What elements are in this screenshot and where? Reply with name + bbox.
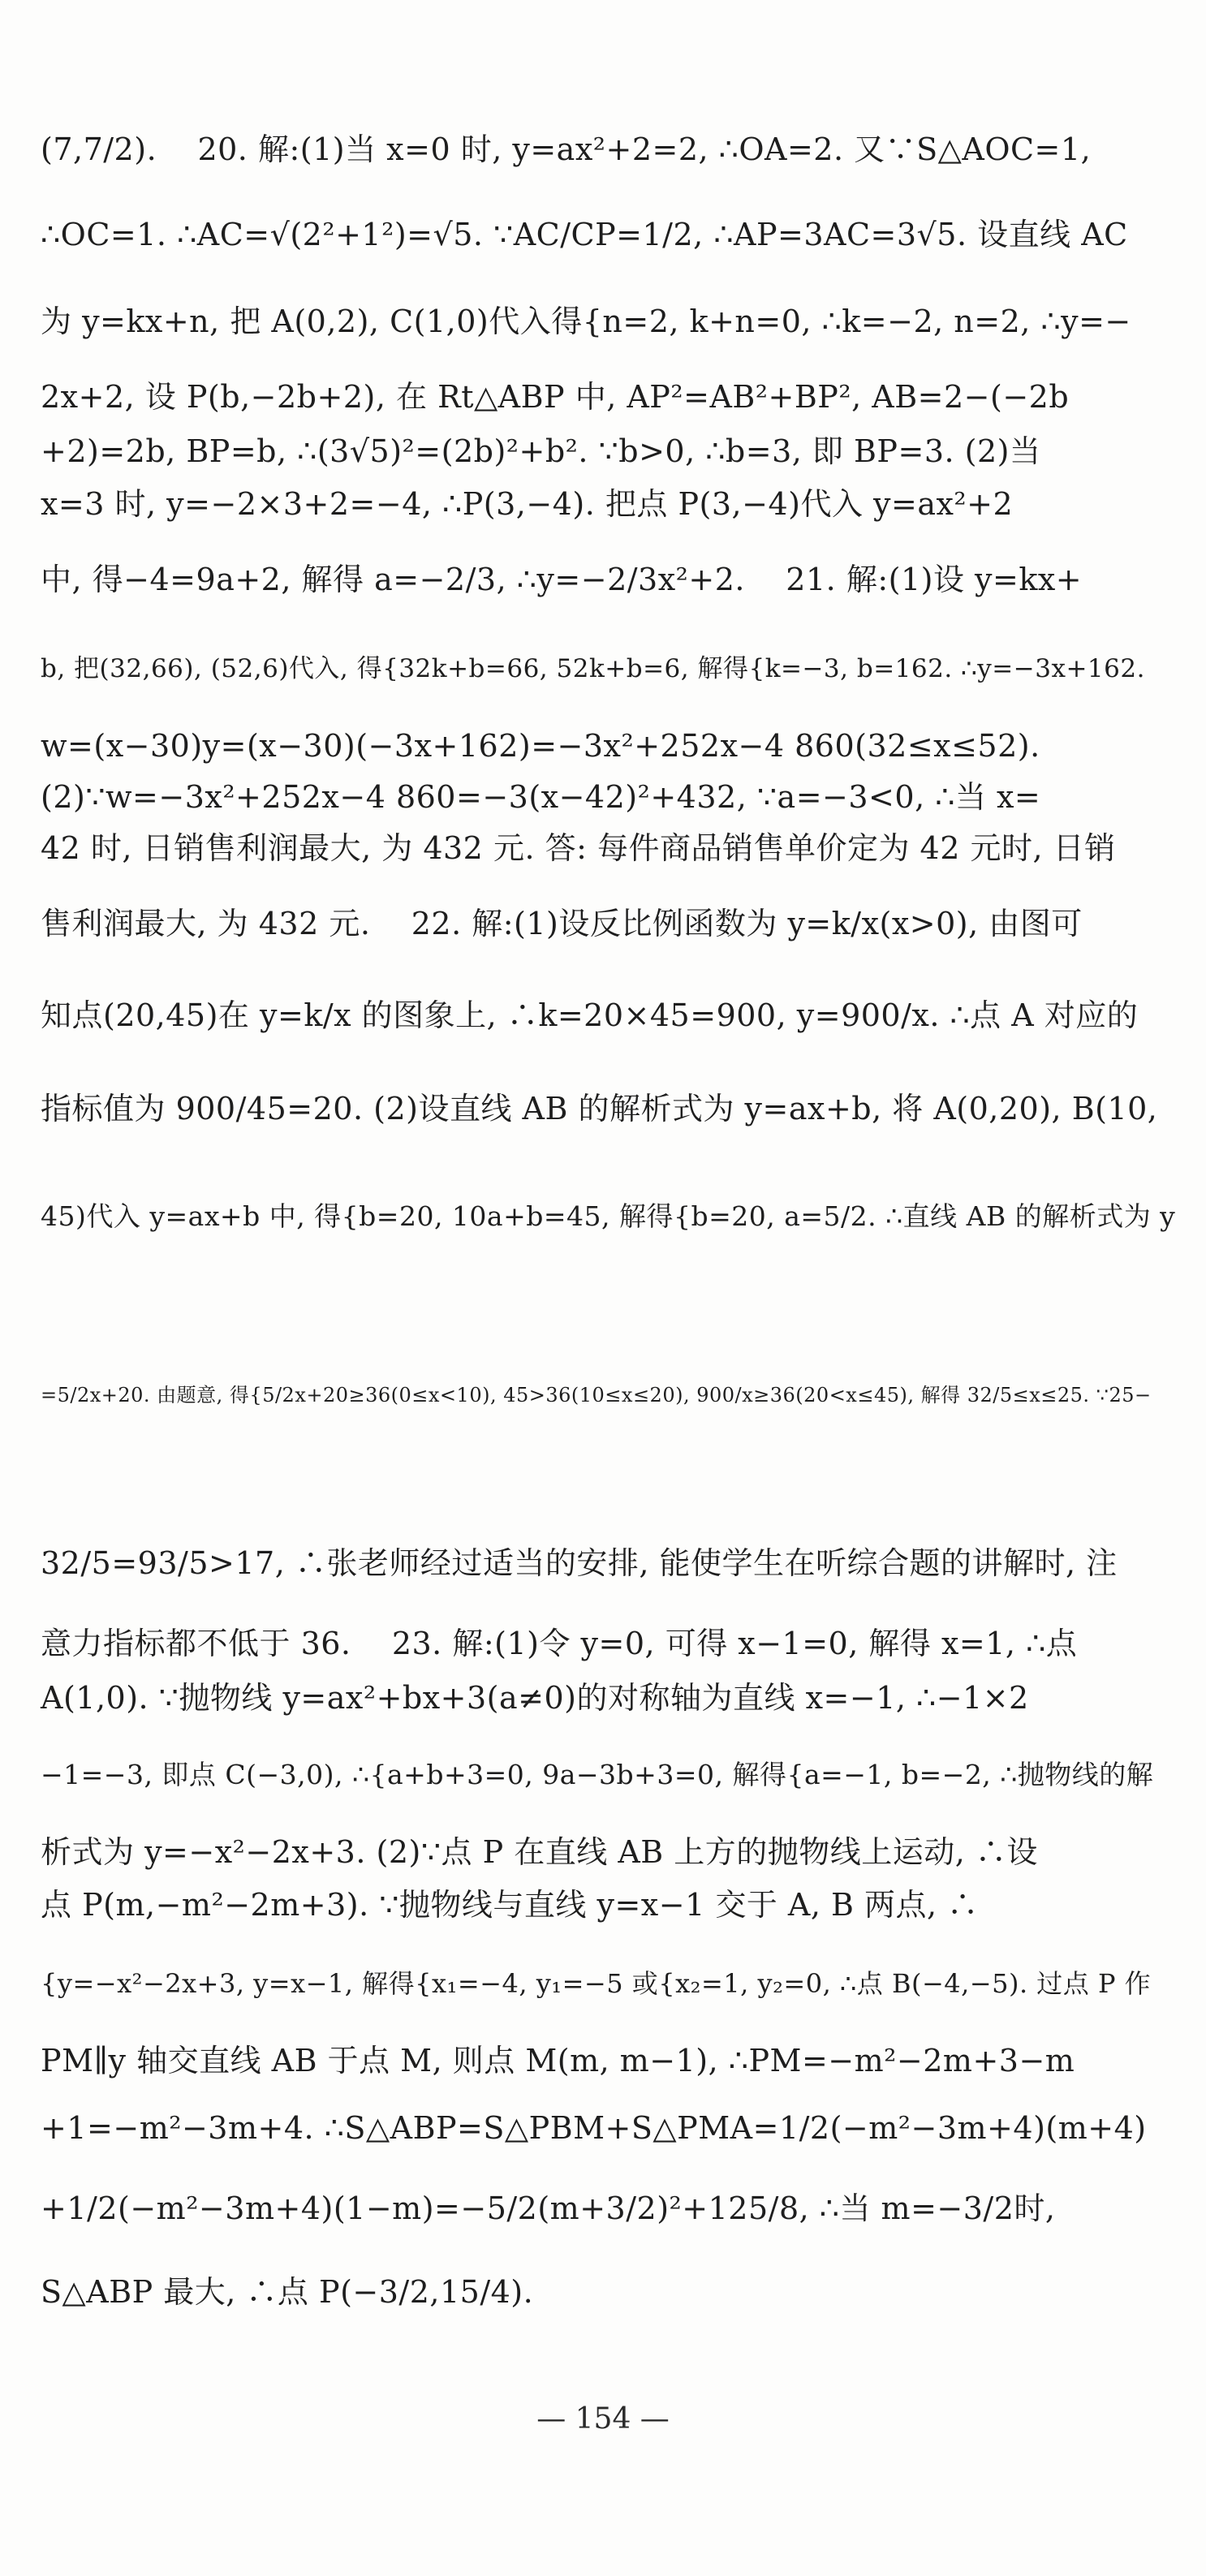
text-line: PM∥y 轴交直线 AB 于点 M, 则点 M(m, m−1), ∴PM=−m²−2m+3−m [41, 2043, 1075, 2078]
text-line: −1=−3, 即点 C(−3,0), ∴{a+b+3=0, 9a−3b+3=0, 解得{a=−1, b=−2, ∴抛物线的解 [41, 1759, 1154, 1790]
text-line: 32/5=93/5>17, ∴张老师经过适当的安排, 能使学生在听综合题的讲解时, 注 [41, 1545, 1118, 1581]
text-line: 为 y=kx+n, 把 A(0,2), C(1,0)代入得{n=2, k+n=0, ∴k=−2, n=2, ∴y=− [41, 304, 1131, 339]
text-line: 析式为 y=−x²−2x+3. (2)∵点 P 在直线 AB 上方的抛物线上运动, ∴设 [41, 1834, 1038, 1870]
text-line: ∴OC=1. ∴AC=√(2²+1²)=√5. ∵AC/CP=1/2, ∴AP=3AC=3√5. 设直线 AC [41, 217, 1128, 252]
page-number: — 154 — [536, 2402, 670, 2436]
text-line: 点 P(m,−m²−2m+3). ∵抛物线与直线 y=x−1 交于 A, B 两点, ∴ [41, 1887, 979, 1923]
text-line: 知点(20,45)在 y=k/x 的图象上, ∴k=20×45=900, y=900/x. ∴点 A 对应的 [41, 997, 1139, 1033]
text-line: 45)代入 y=ax+b 中, 得{b=20, 10a+b=45, 解得{b=20, a=5/2. ∴直线 AB 的解析式为 y [41, 1200, 1176, 1232]
text-line: A(1,0). ∵抛物线 y=ax²+bx+3(a≠0)的对称轴为直线 x=−1, ∴−1×2 [41, 1680, 1029, 1716]
text-line: +2)=2b, BP=b, ∴(3√5)²=(2b)²+b². ∵b>0, ∴b=3, 即 BP=3. (2)当 [41, 433, 1041, 469]
text-line: b, 把(32,66), (52,6)代入, 得{32k+b=66, 52k+b=6, 解得{k=−3, b=162. ∴y=−3x+162. [41, 654, 1145, 683]
text-line: 42 时, 日销售利润最大, 为 432 元. 答: 每件商品销售单价定为 42 元时, 日销 [41, 830, 1116, 866]
text-line: 意力指标都不低于 36. 23. 解:(1)令 y=0, 可得 x−1=0, 解得 x=1, ∴点 [41, 1626, 1078, 1661]
text-line: 中, 得−4=9a+2, 解得 a=−2/3, ∴y=−2/3x²+2. 21. 解:(1)设 y=kx+ [41, 562, 1083, 597]
text-line: w=(x−30)y=(x−30)(−3x+162)=−3x²+252x−4 860(32≤x≤52). [41, 728, 1040, 764]
text-line: {y=−x²−2x+3, y=x−1, 解得{x₁=−4, y₁=−5 或{x₂=1, y₂=0, ∴点 B(−4,−5). 过点 P 作 [41, 1968, 1152, 1999]
text-line: =5/2x+20. 由题意, 得{5/2x+20≥36(0≤x<10), 45>36(10≤x≤20), 900/x≥36(20<x≤45), 解得 32/5≤x≤25. ∵25− [41, 1384, 1152, 1406]
text-line: x=3 时, y=−2×3+2=−4, ∴P(3,−4). 把点 P(3,−4)代入 y=ax²+2 [41, 486, 1014, 522]
text-line: (2)∵w=−3x²+252x−4 860=−3(x−42)²+432, ∵a=−3<0, ∴当 x= [41, 779, 1041, 815]
text-line: +1=−m²−3m+4. ∴S△ABP=S△PBM+S△PMA=1/2(−m²−3m+4)(m+4) [41, 2110, 1147, 2146]
text-line: 指标值为 900/45=20. (2)设直线 AB 的解析式为 y=ax+b, 将 A(0,20), B(10, [41, 1091, 1158, 1126]
text-line: +1/2(−m²−3m+4)(1−m)=−5/2(m+3/2)²+125/8, ∴当 m=−3/2时, [41, 2190, 1056, 2226]
text-line: S△ABP 最大, ∴点 P(−3/2,15/4). [41, 2274, 534, 2310]
text-line: (7,7/2). 20. 解:(1)当 x=0 时, y=ax²+2=2, ∴OA=2. 又∵S△AOC=1, [41, 131, 1092, 167]
text-line: 2x+2, 设 P(b,−2b+2), 在 Rt△ABP 中, AP²=AB²+BP², AB=2−(−2b [41, 379, 1070, 415]
text-line: 售利润最大, 为 432 元. 22. 解:(1)设反比例函数为 y=k/x(x>0), 由图可 [41, 906, 1083, 941]
